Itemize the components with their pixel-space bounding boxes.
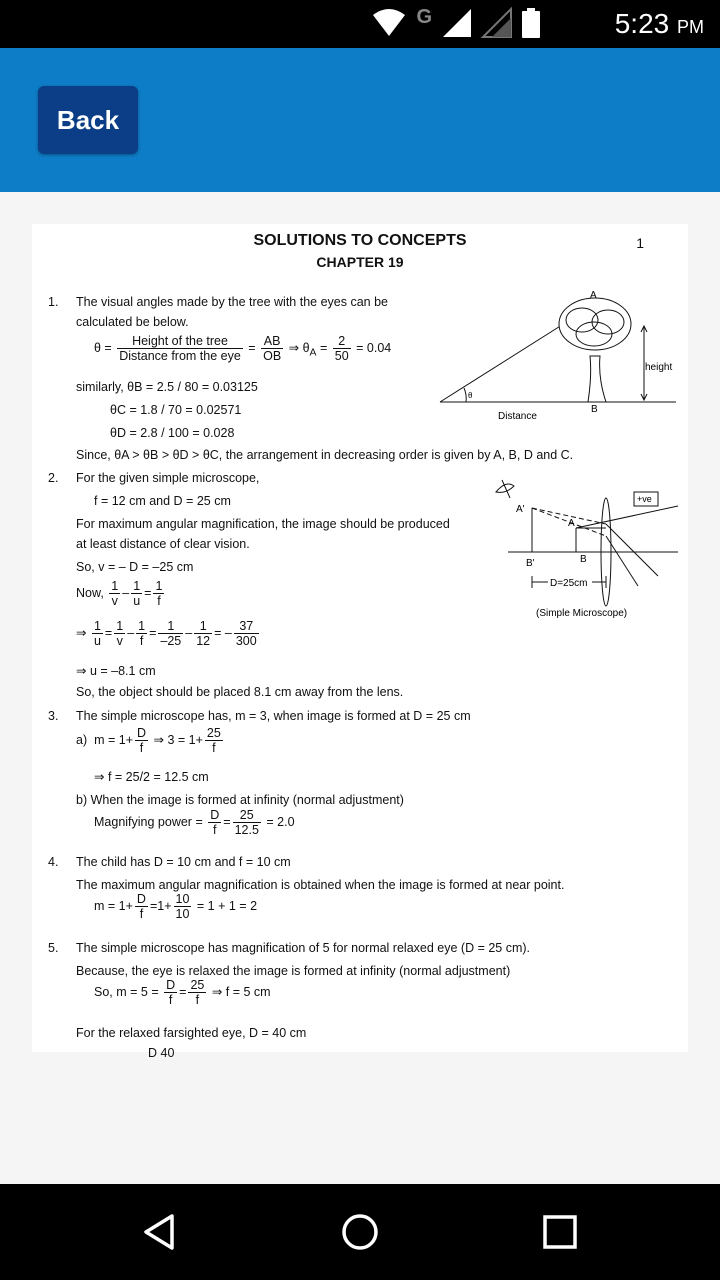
back-button[interactable]: Back <box>38 86 138 154</box>
text-line: θC = 1.8 / 70 = 0.02571 <box>110 403 242 417</box>
home-nav-icon[interactable] <box>340 1212 380 1252</box>
text-line: at least distance of clear vision. <box>76 537 250 551</box>
equation-line: Now, $\frac{1}{v}$ – $\frac{1}{u}$ = $\frac{1}{f}$ <box>76 579 163 608</box>
signal-empty-icon <box>482 8 512 38</box>
text-line: The simple microscope has magnification of 5 for normal relaxed eye (D = 25 cm). <box>76 941 531 955</box>
point-a-label: A <box>590 290 597 301</box>
document-subtitle: CHAPTER 19 <box>316 254 404 270</box>
object-b-label: B <box>580 554 587 565</box>
text-line: The maximum angular magnification is obtained when the image is formed at near point. <box>76 878 565 892</box>
equation-line: a) m = 1+ $\frac{D}{f}$ ⇒ 3 = 1+ $\frac{25}{f}$ <box>76 726 221 755</box>
text-line: For the given simple microscope, <box>76 471 260 485</box>
positive-sign-label: +ve <box>637 494 652 504</box>
image-b-label: B' <box>526 558 535 569</box>
clock: 5:23 PM <box>614 8 704 39</box>
question-number: 2. <box>48 471 59 485</box>
tree-diagram <box>432 286 688 422</box>
text-line: So, v = – D = –25 cm <box>76 560 194 574</box>
text-line: For the relaxed farsighted eye, D = 40 cm <box>76 1026 307 1040</box>
back-nav-icon[interactable] <box>140 1212 180 1252</box>
content-area[interactable] <box>0 192 720 1184</box>
equation-line: ⇒ $\frac{1}{u}$ = $\frac{1}{v}$ – $\frac{1}{f}$ = $\frac{1}{-25}$ – $\frac{1}{12}$ = – $\frac{37}{300}$ <box>76 619 257 648</box>
question-number: 5. <box>48 941 59 955</box>
text-line: θD = 2.8 / 100 = 0.028 <box>110 426 235 440</box>
distance-d-label: D=25cm <box>550 578 588 589</box>
image-a-label: A' <box>516 504 525 515</box>
text-line: The child has D = 10 cm and f = 10 cm <box>76 855 291 869</box>
text-line: f = 12 cm and D = 25 cm <box>94 494 231 508</box>
microscope-diagram <box>488 476 688 626</box>
text-line: So, the object should be placed 8.1 cm away from the lens. <box>76 685 404 699</box>
status-bar <box>0 0 720 48</box>
question-number: 3. <box>48 709 59 723</box>
height-label: height <box>645 362 673 373</box>
text-line: similarly, θB = 2.5 / 80 = 0.03125 <box>76 380 258 394</box>
document-title: SOLUTIONS TO CONCEPTS <box>253 232 467 249</box>
text-line: b) When the image is formed at infinity (normal adjustment) <box>76 793 404 807</box>
wifi-icon <box>372 9 406 37</box>
text-line: ⇒ f = 25/2 = 12.5 cm <box>94 770 209 784</box>
text-line: The simple microscope has, m = 3, when image is formed at D = 25 cm <box>76 709 471 723</box>
object-a-label: A <box>568 518 575 529</box>
text-line: The visual angles made by the tree with the eyes can be <box>76 295 388 309</box>
text-line: ⇒ u = –8.1 cm <box>76 664 156 678</box>
question-number: 4. <box>48 855 59 869</box>
text-line: Since, θA > θB > θD > θC, the arrangement in decreasing order is given by A, B, D and C. <box>76 448 574 462</box>
equation-line: θ = $\frac{\text{Height of the tree}}{\text{Distance from the eye}}$ = $\frac{AB}{OB}$ ⇒ $\theta_A$ = $\frac{2}{50}$ = 0.04 <box>94 334 392 363</box>
text-line: calculated be below. <box>76 315 189 329</box>
distance-label: Distance <box>498 411 537 422</box>
recents-nav-icon[interactable] <box>540 1212 580 1252</box>
status-icons <box>372 5 540 38</box>
question-number: 1. <box>48 295 59 309</box>
theta-label: θ <box>468 391 473 400</box>
app-bar <box>0 48 720 192</box>
text-line: For maximum angular magnification, the image should be produced <box>76 517 450 531</box>
document-page[interactable] <box>32 224 688 1060</box>
equation-line: Magnifying power = $\frac{D}{f}$ = $\frac{25}{12.5}$ = 2.0 <box>94 808 295 837</box>
text-line: D 40 <box>148 1046 175 1060</box>
navigation-bar <box>0 1184 720 1280</box>
equation-line: So, m = 5 = $\frac{D}{f}$ = $\frac{25}{f}$ ⇒ f = 5 cm <box>94 978 271 1007</box>
page-number: 1 <box>636 235 644 251</box>
figure-caption: (Simple Microscope) <box>536 608 628 619</box>
point-b-label: B <box>591 404 598 415</box>
text-line: Because, the eye is relaxed the image is formed at infinity (normal adjustment) <box>76 964 511 978</box>
network-type-label: G <box>416 5 432 28</box>
signal-full-icon <box>442 8 472 38</box>
equation-line: m = 1+ $\frac{D}{f}$ =1+ $\frac{10}{10}$ = 1 + 1 = 2 <box>94 892 258 921</box>
battery-icon <box>522 8 540 38</box>
